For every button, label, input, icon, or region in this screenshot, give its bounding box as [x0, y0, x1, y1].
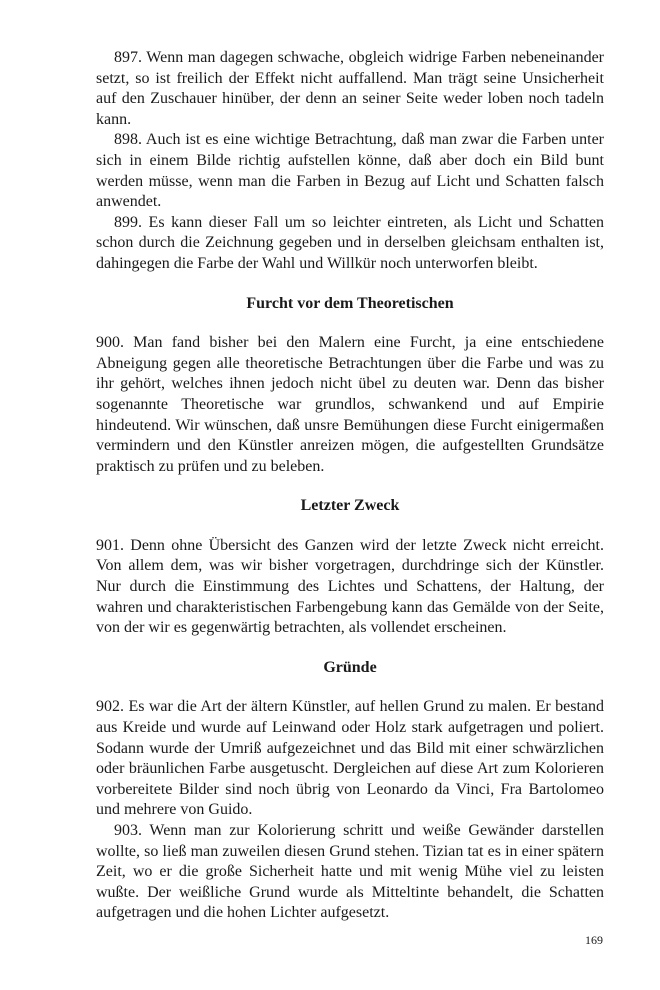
- section-heading-furcht: Furcht vor dem Theoretischen: [246, 294, 454, 312]
- paragraph-899: 899. Es kann dieser Fall um so leichter eintreten, als Licht und Schatten schon durch die Zeichnung gegeben und in derselben gleichsam enthalten ist, dahingegen die Farbe der Wahl und Willkür noch unterworfen bleibt.: [96, 213, 604, 272]
- section-heading-gruende: Gründe: [323, 658, 377, 676]
- section-heading-zweck: Letzter Zweck: [300, 497, 400, 515]
- paragraph-901: 901. Denn ohne Übersicht des Ganzen wird der letzte Zweck nicht erreicht. Von allem dem, was wir bisher vorgetragen, durchdringe sich der Künstler. Nur durch die Einstimmung des Lichtes und Schattens, der Haltung, der wahren und charakteristischen Farbengebung kann das Gemälde von der Seite, von der wir es gegenwärtig betrachten, als vollendet erscheinen.: [96, 536, 604, 637]
- paragraph-903: 903. Wenn man zur Kolorierung schritt und weiße Gewänder darstellen wollte, so ließ man zuweilen diesen Grund stehen. Tizian tat es in einer spätern Zeit, wo er die große Sicherheit hatte und mit wenig Mühe viel zu leisten wußte. Der weißliche Grund wurde als Mitteltinte behandelt, die Schatten aufgetragen und die hohen Lichter aufgesetzt.: [96, 822, 604, 922]
- page-number: 169: [585, 933, 603, 947]
- paragraph-897: 897. Wenn man dagegen schwache, obgleich widrige Farben nebeneinander setzt, so ist freilich der Effekt nicht auffallend. Man trägt seine Unsicherheit auf den Zuschauer hinüber, der denn an seiner Seite weder loben noch tadeln kann.: [96, 49, 604, 128]
- paragraph-900: 900. Man fand bisher bei den Malern eine Furcht, ja eine entschiedene Abneigung gegen alle theoretische Betrachtungen über die Farbe und was zu ihr gehört, welches ihnen jedoch nicht übel zu deuten war. Denn das bisher sogenannte Theoretische war grundlos, schwankend und auf Empirie hindeutend. Wir wünschen, daß unsre Bemühungen diese Furcht einigermaßen vermindern und den Künstler anreizen mögen, die aufgestellten Grundsätze praktisch zu prüfen und zu beleben.: [96, 334, 604, 475]
- paragraph-898: 898. Auch ist es eine wichtige Betrachtung, daß man zwar die Farben unter sich in einem Bilde richtig aufstellen könne, daß aber doch ein Bild bunt werden müsse, wenn man die Farben in Bezug auf Licht und Schatten falsch anwendet.: [96, 131, 604, 211]
- page-body: [96, 48, 604, 924]
- paragraph-902: 902. Es war die Art der ältern Künstler, auf hellen Grund zu malen. Er bestand aus Kreide und wurde auf Leinwand oder Holz stark aufgetragen und poliert. Sodann wurde der Umriß aufgezeichnet und das Bild mit einer schwärzlichen oder bräunlichen Farbe ausgetuscht. Dergleichen auf diese Art zum Kolorieren vorbereitete Bilder sind noch übrig von Leonardo da Vinci, Fra Bartolomeo und mehrere von Guido.: [96, 698, 604, 819]
